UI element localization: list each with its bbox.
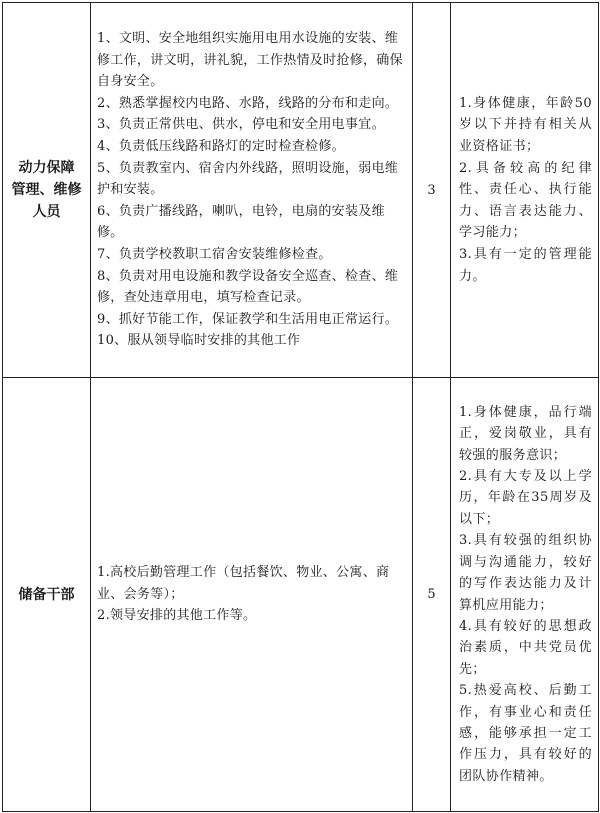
requirement-item: 2.具备较高的纪律性、责任心、执行能力、语言表达能力、学习能力； xyxy=(459,160,592,241)
requirements-cell xyxy=(451,378,599,812)
requirement-item: 1.身体健康，品行端正，爱岗敬业，具有较强的服务意识； xyxy=(459,404,592,463)
duty-item: 10、服从领导临时安排的其他工作 xyxy=(97,333,301,349)
requirement-item: 2.具有大专及以上学历，年龄在35周岁及以下； xyxy=(459,469,592,527)
duty-item: 2.领导安排的其他工作等。 xyxy=(97,608,257,624)
duty-item: 5、负责教室内、宿舍内外线路，照明设施，弱电维护和安装。 xyxy=(97,160,399,198)
requirement-item: 3.具有较强的组织协调与沟通能力，较好的写作表达能力及计算机应用能力； xyxy=(459,533,592,613)
duty-item: 9、抓好节能工作，保证教学和生活用电正常运行。 xyxy=(97,311,399,327)
job-posts-table xyxy=(2,2,599,812)
post-name-cell xyxy=(3,378,91,812)
duties-cell xyxy=(91,3,413,378)
duty-item: 3、负责正常供电、供水，停电和安全用电事宜。 xyxy=(97,117,385,133)
requirements-cell xyxy=(451,3,599,378)
headcount-cell: 5 xyxy=(413,378,451,812)
duty-item: 1.高校后勤管理工作（包括餐饮、物业、公寓、商业、会务等）； xyxy=(97,565,390,602)
post-name-cell xyxy=(3,3,91,378)
post-name-line: 储备干部 xyxy=(18,586,75,603)
post-name-line: 人员 xyxy=(32,204,61,220)
duty-item: 8、负责对用电设施和教学设备安全巡查、检查、维修，查处违章用电，填写检查记录。 xyxy=(97,268,399,306)
headcount-cell: 3 xyxy=(413,3,451,378)
requirement-item: 3.具有一定的管理能力。 xyxy=(459,246,592,284)
table-row xyxy=(3,3,599,378)
requirement-item: 4.具有较好的思想政治素质，中共党员优先； xyxy=(459,618,592,677)
duty-item: 2、熟悉掌握校内电路、水路，线路的分布和走向。 xyxy=(97,95,399,111)
duties-cell xyxy=(91,378,413,812)
table-row xyxy=(3,378,599,812)
duty-item: 6、负责广播线路，喇叭，电铃，电扇的安装及维修。 xyxy=(97,203,385,241)
duty-item: 7、负责学校教职工宿舍安装维修检查。 xyxy=(97,246,332,262)
requirement-item: 1.身体健康，年龄50岁以下并持有相关从业资格证书； xyxy=(459,95,592,155)
duty-item: 4、负责低压线路和路灯的定时检查检修。 xyxy=(97,139,345,155)
post-name-line: 动力保障 xyxy=(18,160,75,176)
post-name-line: 管理、维修 xyxy=(11,182,82,198)
duty-item: 1、文明、安全地组织实施用电用水设施的安装、维修工作，讲文明，讲礼貌，工作热情及时抢修，确保自身安全。 xyxy=(97,31,403,90)
requirement-item: 5.热爱高校、后勤工作，有事业心和责任感，能够承担一定工作压力，具有较好的团队协作精神。 xyxy=(459,683,592,784)
